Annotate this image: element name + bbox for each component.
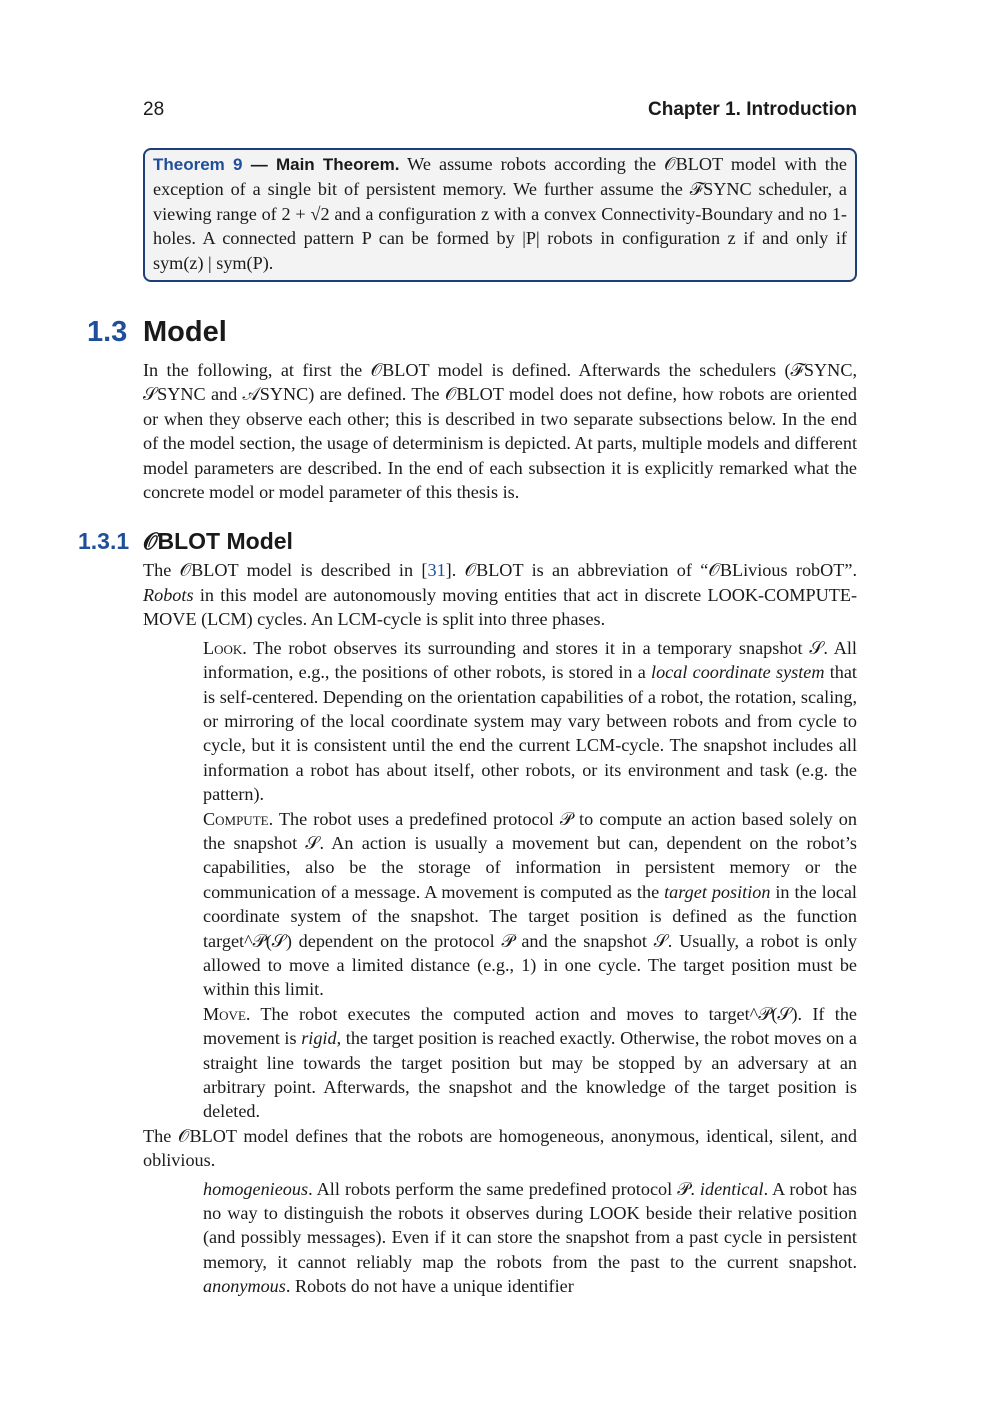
look-phase — [203, 636, 857, 807]
text-run: in this model are autonomously moving entities that act in discrete LOOK-COMPUTE-MOVE (LCM) cycles. An LCM-cycle is split into three phases. — [143, 584, 857, 630]
text-run: . The robot uses a predefined protocol 𝒫 to compute an action based solely on the snapshot 𝒮. An action is usually a movement but can, dependent on the robot’s capabilities, also be the storage of information in persistent memory or the communication of a message. A movement is computed as the — [203, 808, 857, 902]
text-run: in the local coordinate system of the snapshot. The target position is defined as the function target^𝒫(𝒮) dependent on the protocol 𝒫 and the snapshot 𝒮. Usually, a robot is only allowed to move a limited distance (e.g., 1) in one cycle. The target position must be within this limit. — [203, 881, 857, 1000]
text-run: The 𝒪BLOT model is described in [ — [143, 560, 428, 581]
emphasis: rigid — [301, 1028, 337, 1049]
compute-phase — [203, 807, 857, 1002]
text-run: . A robot has no way to distinguish the robots it observes during LOOK beside their relative position (and possibly messages). Even if it can store the snapshot from a past cycle in persistent memory, it cannot reliably map the robots from the past to the current snapshot. — [203, 1178, 857, 1272]
section-number: 1.3 — [87, 316, 128, 349]
oblot-intro-paragraph — [143, 558, 857, 631]
phase-name: Look — [203, 637, 243, 658]
lcm-phases — [203, 636, 857, 1124]
running-header — [143, 98, 857, 126]
emphasis: local coordinate system — [651, 662, 825, 683]
emphasis: homogenieous — [203, 1178, 309, 1199]
emphasis: Robots — [143, 584, 194, 605]
section-heading — [87, 312, 857, 352]
emphasis: anonymous — [203, 1276, 286, 1297]
section-intro: In the following, at first the 𝒪BLOT model is defined. Afterwards the schedulers (ℱSYNC, 𝒮SYNC and 𝒜SYNC) are defined. The 𝒪BLOT model does not define, how robots are oriented or when they observe each other; this is described in two separate subsections below. In the end of the model section, the usage of determinism is depicted. At parts, multiple models and different model parameters are described. In the end of each subsection it is explicitly remarked what the concrete model or model parameter of this thesis is. — [143, 360, 857, 503]
theorem-text: We assume robots according the 𝒪BLOT model with the exception of a single bit of persistent memory. We further assume the ℱSYNC scheduler, a viewing range of 2 + √2 and a configuration z with a convex Connectivity-Boundary and no 1-holes. A connected pattern P can be formed by |P| robots in configuration z if and only if sym(z) | sym(P). — [153, 154, 847, 273]
emphasis: identical — [699, 1178, 764, 1199]
subsection-title-prefix: 𝒪BLOT — [143, 528, 221, 555]
page — [78, 98, 857, 1299]
page-number: 28 — [143, 99, 165, 120]
properties-paragraph: The 𝒪BLOT model defines that the robots are homogeneous, anonymous, identical, silent, and oblivious. — [143, 1125, 857, 1171]
chapter-title: Chapter 1. Introduction — [648, 99, 857, 120]
text-run: . All robots perform the same predefined protocol 𝒫. — [308, 1178, 700, 1199]
subsection-number: 1.3.1 — [78, 528, 130, 555]
move-phase — [203, 1002, 857, 1124]
properties-text — [203, 1177, 857, 1299]
theorem-title: — Main Theorem. — [242, 155, 400, 174]
text-run: , the target position is reached exactly. Otherwise, the robot moves on a straight line towards the target position but may be stopped by an adversary at an arbitrary point. Afterwards, the snapshot and the knowledge of the target position is deleted. — [203, 1028, 857, 1122]
text-run: . The robot observes its surrounding and stores it in a temporary snapshot 𝒮. All information, e.g., the positions of other robots, is stored in a — [203, 637, 857, 683]
text-run: . Robots do not have a unique identifier — [285, 1276, 574, 1297]
theorem-number: Theorem 9 — [153, 155, 243, 174]
section-title: Model — [143, 316, 227, 349]
phase-name: Compute — [203, 808, 269, 829]
text-run: ]. 𝒪BLOT is an abbreviation of “𝒪BLivious robOT”. — [445, 560, 857, 581]
theorem-box — [143, 148, 857, 282]
text-run: that is self-centered. Depending on the orientation capabilities of a robot, the rotation, scaling, or mirroring of the local coordinate system may vary between robots and from cycle to cycle, but it is consistent until the end the current LCM-cycle. The snapshot includes all information a robot has about itself, other robots, or its environment and task (e.g. the pattern). — [203, 662, 857, 805]
theorem-label — [153, 155, 399, 174]
citation-link[interactable]: 31 — [427, 560, 446, 581]
emphasis: target position — [664, 881, 771, 902]
subsection-heading — [78, 526, 857, 556]
properties-list — [203, 1177, 857, 1299]
text-run: . The robot executes the computed action and moves to target^𝒫(𝒮). If the movement is — [203, 1003, 857, 1049]
subsection-title-rest: Model — [220, 528, 293, 555]
phase-name: Move — [203, 1003, 246, 1024]
